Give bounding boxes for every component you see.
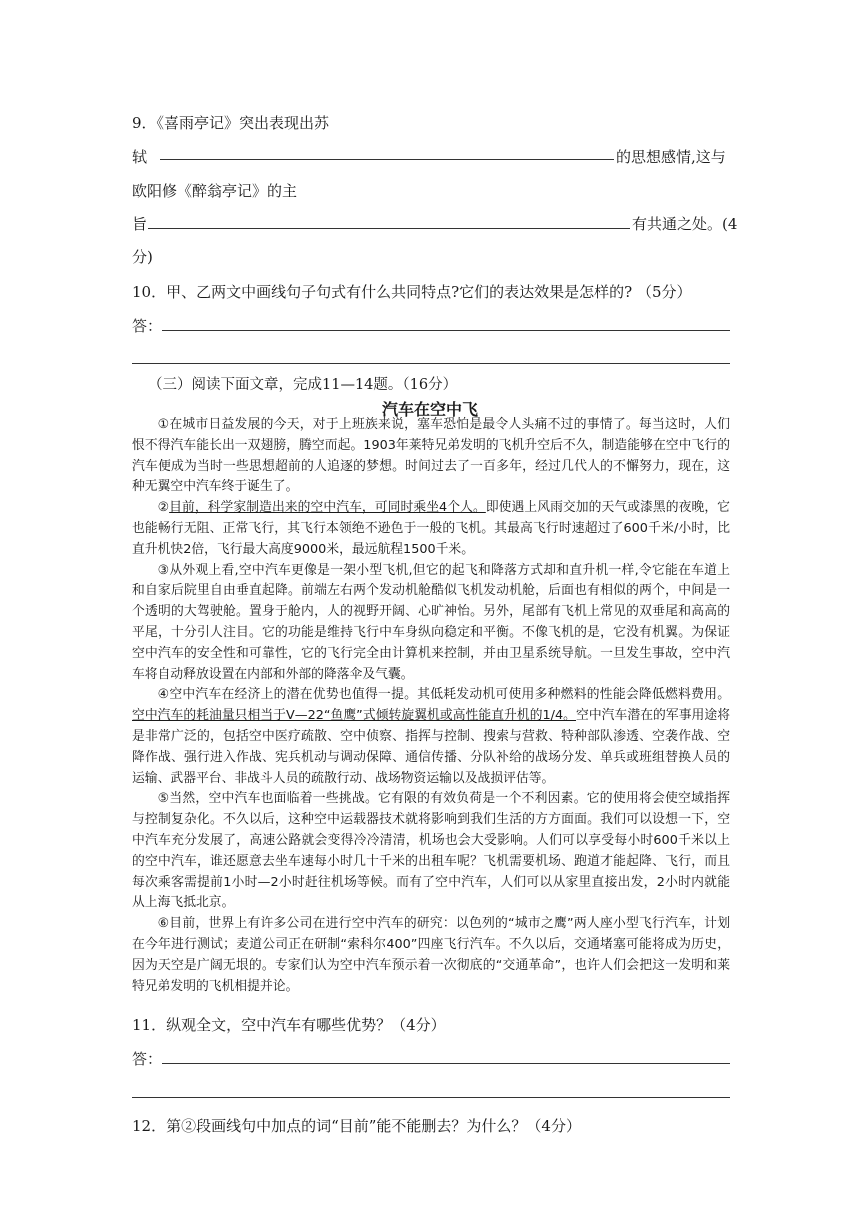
q9-line4-start: 旨 xyxy=(132,215,148,233)
article-body xyxy=(132,415,730,997)
q10-answer-label: 答： xyxy=(132,317,163,335)
article-paragraph-3: ③从外观上看,空中汽车更像是一架小型飞机,但它的起飞和降落方式却和直升机一样,令它能在车道上和自家后院里自由垂直起降。前端左右两个发动机舱酷似飞机发动机舱，后面也有相似的两个，中间是一个透明的大驾驶舱。置身于舱内，人的视野开阔、心旷神怡。另外，尾部有飞机上常见的双垂尾和高高的平尾，十分引人注目。它的功能是维持飞行中车身纵向稳定和平衡。不像飞机的是，它没有机翼。为保证空中汽车的安全性和可靠性，它的飞行完全由计算机来控制，并由卫星系统导航。一旦发生事故，空中汽车将自动释放设置在内部和外部的降落伞及气囊。 xyxy=(132,562,730,682)
q9-blank-1[interactable] xyxy=(160,159,614,160)
q11-answer-line-1[interactable] xyxy=(162,1063,730,1064)
paragraph-2-number: ② xyxy=(157,500,170,516)
q10-question: 10．甲、乙两文中画线句子句式有什么共同特点?它们的表达效果是怎样的? （5分） xyxy=(132,283,692,301)
q10-answer-line-1[interactable] xyxy=(162,330,730,331)
q11-question: 11．纵观全文，空中汽车有哪些优势？（4分） xyxy=(132,1016,446,1034)
q10-answer-line-2[interactable] xyxy=(132,363,730,364)
paragraph-2-rest: 即使遇上风雨交加的天气或漆黑的夜晚，它也能畅行无阻、正常飞行，其飞行本领绝不逊色于一般的飞机。其最高飞行时速超过了600千米/小时，比直升机快2倍，飞行最大高度9000米，最远航程1500千米。 xyxy=(132,500,730,557)
q9-line1: 9．《喜雨亭记》突出表现出苏 xyxy=(132,114,330,132)
article-paragraph-6: ⑥目前，世界上有许多公司在进行空中汽车的研究：以色列的“城市之鹰”两人座小型飞行汽车，计划在今年进行测试；麦道公司正在研制“索科尔400”四座飞行汽车。不久以后，交通堵塞可能将成为历史，因为天空是广阔无垠的。专家们认为空中汽车预示着一次彻底的“交通革命”，也许人们会把这一发明和莱特兄弟发明的飞机相提并论。 xyxy=(132,916,730,994)
q11-answer-line-2[interactable] xyxy=(132,1097,730,1098)
q12-question: 12．第②段画线句中加点的词“目前”能不能删去？为什么？（4分） xyxy=(132,1117,581,1135)
underlined-sentence-4: 空中汽车的耗油量只相当于V—22“鱼鹰”式倾转旋翼机或高性能直升机的1/4。 xyxy=(132,708,577,724)
article-paragraph-2 xyxy=(132,498,730,560)
paragraph-4-rest: 空中汽车潜在的军事用途将是非常广泛的，包括空中医疗疏散、空中侦察、指挥与控制、搜索与营救、特种部队渗透、空袭作战、空降作战、强行进入作战、宪兵机动与调动保障、通信传播、分队补给的战场分发、单兵或班组替换人员的运输、武器平台、非战斗人员的疏散行动、战场物资运输以及战损评估等。 xyxy=(132,708,730,786)
q9-line4-end: 有共通之处。(4 xyxy=(632,215,738,233)
underlined-sentence-2: 目前，科学家制造出来的空中汽车，可同时乘坐4个人。 xyxy=(169,500,486,516)
q9-line2-end: 的思想感情,这与 xyxy=(616,148,726,166)
article-paragraph-1: ①在城市日益发展的今天，对于上班族来说，塞车恐怕是最令人头痛不过的事情了。每当这时，人们恨不得汽车能长出一双翅膀，腾空而起。1903年莱特兄弟发明的飞机升空后不久，制造能够在空中飞行的汽车便成为当时一些思想超前的人追逐的梦想。时间过去了一百多年，经过几代人的不懈努力，现在，这种无翼空中汽车终于诞生了。 xyxy=(132,417,730,495)
article-paragraph-4 xyxy=(132,685,730,789)
q9-line3: 欧阳修《醉翁亭记》的主 xyxy=(132,182,298,200)
paragraph-4-start: ④空中汽车在经济上的潜在优势也值得一提。其低耗发动机可使用多种燃料的性能会降低燃料费用。 xyxy=(157,687,730,703)
article-title: 汽车在空中飞 xyxy=(381,400,478,419)
q9-line2-start: 轼 xyxy=(132,148,148,166)
q9-blank-2[interactable] xyxy=(148,228,630,229)
q9-line5: 分) xyxy=(132,248,153,266)
article-paragraph-5: ⑤当然，空中汽车也面临着一些挑战。它有限的有效负荷是一个不利因素。它的使用将会使空域指挥与控制复杂化。不久以后，这种空中运载器技术就将影响到我们生活的方方面面。我们可以设想一下，空中汽车充分发展了，高速公路就会变得冷冷清清，机场也会大受影响。人们可以享受每小时600千米以上的空中汽车，谁还愿意去坐车速每小时几十千米的出租车呢？飞机需要机场、跑道才能起降、飞行，而且每次乘客需提前1小时—2小时赶往机场等候。而有了空中汽车，人们可以从家里直接出发，2小时内就能从上海飞抵北京。 xyxy=(132,791,730,911)
q11-answer-label: 答： xyxy=(132,1050,163,1068)
section3-heading: （三）阅读下面文章，完成11—14题。（16分） xyxy=(148,377,458,393)
